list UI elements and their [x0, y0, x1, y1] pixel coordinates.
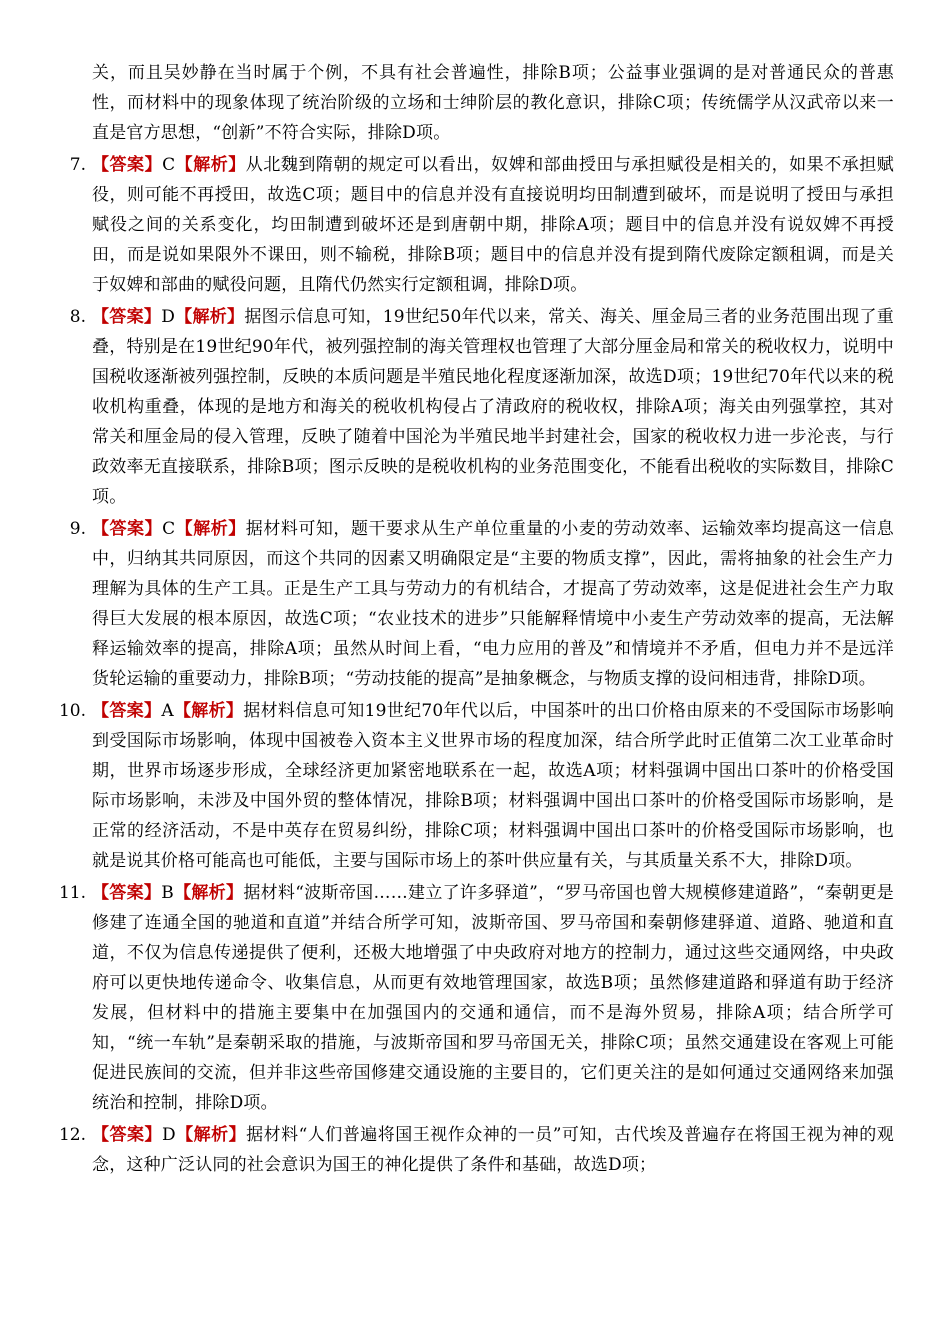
- analysis-text: 据图示信息可知，19世纪50年代以来，常关、海关、厘金局三者的业务范围出现了重叠，特别是在19世纪90年代，被列强控制的海关管理权也管理了大部分厘金局和常关的税收权力，说明中国税收逐渐被列强控制，反映的本质问题是半殖民地化程度逐渐加深，故选D项；19世纪70年代以来的税收机构重叠，体现的是地方和海关的税收机构侵占了清政府的税收权，排除A项；海关由列强掌控，其对常关和厘金局的侵入管理，反映了随着中国沦为半殖民地半封建社会，国家的税收权力进一步沦丧，与行政效率无直接联系，排除B项；图示反映的是税收机构的业务范围变化，不能看出税收的实际数目，排除C项。: [92, 307, 894, 507]
- question-item-12: [58, 1120, 894, 1180]
- answer-letter: A: [161, 701, 174, 721]
- analysis-text: 据材料可知，题干要求从生产单位重量的小麦的劳动效率、运输效率均提高这一信息中，归纳其共同原因，而这个共同的因素又明确限定是“主要的物质支撑”，因此，需将抽象的社会生产力理解为具体的生产工具。正是生产工具与劳动力的有机结合，才提高了劳动效率，这是促进社会生产力取得巨大发展的根本原因，故选C项；“农业技术的进步”只能解释情境中小麦生产劳动效率的提高，无法解释运输效率的提高，排除A项；虽然从时间上看，“电力应用的普及”和情境并不矛盾，但电力并不是远洋货轮运输的重要动力，排除B项；“劳动技能的提高”是抽象概念，与物质支撑的设问相违背，排除D项。: [92, 519, 894, 689]
- answer-label: 【答案】: [92, 1125, 162, 1145]
- answer-letter: B: [161, 883, 174, 903]
- question-number: 10.: [58, 701, 86, 721]
- analysis-label: 【解析】: [175, 307, 245, 327]
- question-item-7: [69, 150, 894, 300]
- analysis-label: 【解析】: [175, 1125, 247, 1145]
- question-number: 7.: [69, 155, 86, 175]
- question-item-9: [69, 514, 894, 694]
- question-number: 9.: [69, 519, 86, 539]
- question-item-10: [58, 696, 894, 876]
- answer-letter: D: [161, 307, 176, 327]
- analysis-text: 据材料“人们普遍将国王视作众神的一员”可知，古代埃及普遍存在将国王视为神的观念，这种广泛认同的社会意识为国王的神化提供了条件和基础，故选D项；: [92, 1125, 894, 1175]
- answer-letter: D: [161, 1125, 176, 1145]
- question-number: 11.: [58, 883, 86, 903]
- analysis-label: 【解析】: [175, 155, 246, 175]
- analysis-label: 【解析】: [175, 519, 246, 539]
- answer-label: 【答案】: [92, 155, 163, 175]
- analysis-text: 据材料“波斯帝国……建立了许多驿道”，“罗马帝国也曾大规模修建道路”，“秦朝更是修建了连通全国的驰道和直道”并结合所学可知，波斯帝国、罗马帝国和秦朝修建驿道、道路、驰道和直道，不仅为信息传递提供了便利，还极大地增强了中央政府对地方的控制力，通过这些交通网络，中央政府可以更快地传递命令、收集信息，从而更有效地管理国家，故选B项；虽然修建道路和驿道有助于经济发展，但材料中的措施主要集中在加强国内的交通和通信，而不是海外贸易，排除A项；结合所学可知，“统一车轨”是秦朝采取的措施，与波斯帝国和罗马帝国无关，排除C项；虽然交通建设在客观上可能促进民族间的交流，但并非这些帝国修建交通设施的主要目的，它们更关注的是如何通过交通网络来加强统治和控制，排除D项。: [92, 883, 894, 1113]
- answer-label: 【答案】: [92, 519, 163, 539]
- question-item-8: [69, 302, 894, 512]
- intro-paragraph: 关，而且吴妙静在当时属于个例，不具有社会普遍性，排除B项；公益事业强调的是对普通民众的普惠性，而材料中的现象体现了统治阶级的立场和士绅阶层的教化意识，排除C项；传统儒学从汉武帝以来一直是官方思想，“创新”不符合实际，排除D项。: [92, 63, 894, 143]
- question-number: 8.: [69, 307, 86, 327]
- question-item-11: [58, 878, 894, 1118]
- answer-label: 【答案】: [92, 307, 162, 327]
- answer-letter: C: [162, 155, 176, 175]
- answer-letter: C: [162, 519, 176, 539]
- analysis-text: 据材料信息可知19世纪70年代以后，中国茶叶的出口价格由原来的不受国际市场影响到受国际市场影响，体现中国被卷入资本主义世界市场的程度加深，结合所学此时正值第二次工业革命时期，世界市场逐步形成，全球经济更加紧密地联系在一起，故选A项；材料强调中国出口茶叶的价格受国际市场影响，未涉及中国外贸的整体情况，排除B项；材料强调中国出口茶叶的价格受国际市场影响，是正常的经济活动，不是中英存在贸易纠纷，排除C项；材料强调中国出口茶叶的价格受国际市场影响，也就是说其价格可能高也可能低，主要与国际市场上的茶叶供应量有关，与其质量关系不大，排除D项。: [92, 701, 894, 871]
- answer-label: 【答案】: [92, 883, 162, 903]
- analysis-label: 【解析】: [173, 701, 244, 721]
- analysis-text: 从北魏到隋朝的规定可以看出，奴婢和部曲授田与承担赋役是相关的，如果不承担赋役，则可能不再授田，故选C项；题目中的信息并没有直接说明均田制遭到破坏，而是说明了授田与承担赋役之间的关系变化，均田制遭到破坏还是到唐朝中期，排除A项；题目中的信息并没有说奴婢不再授田，而是说如果限外不课田，则不输税，排除B项；题目中的信息并没有提到隋代废除定额租调，而是关于奴婢和部曲的赋役问题，且隋代仍然实行定额租调，排除D项。: [92, 155, 894, 295]
- analysis-label: 【解析】: [173, 883, 244, 903]
- answer-label: 【答案】: [92, 701, 162, 721]
- question-number: 12.: [58, 1125, 86, 1145]
